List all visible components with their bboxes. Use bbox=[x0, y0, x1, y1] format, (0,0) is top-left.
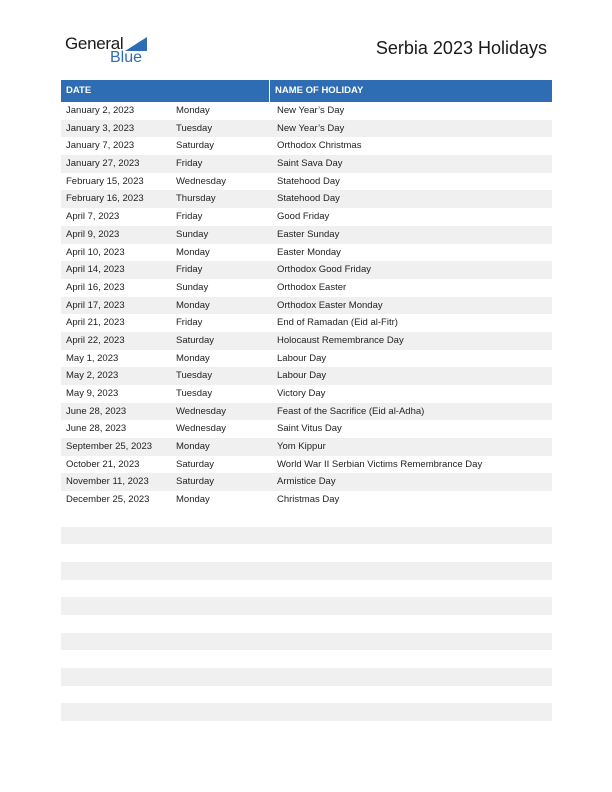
holiday-weekday: Friday bbox=[176, 317, 203, 329]
empty-row bbox=[61, 650, 552, 668]
holiday-date: April 22, 2023 bbox=[66, 334, 125, 346]
holiday-name: Christmas Day bbox=[277, 494, 340, 506]
holiday-name: Yom Kippur bbox=[277, 441, 326, 453]
table-row bbox=[61, 226, 552, 244]
empty-row bbox=[61, 615, 552, 633]
holiday-date: April 9, 2023 bbox=[66, 228, 120, 240]
holiday-date: October 21, 2023 bbox=[66, 458, 140, 470]
holiday-date: January 3, 2023 bbox=[66, 122, 135, 134]
holiday-date: April 7, 2023 bbox=[66, 211, 120, 223]
holiday-weekday: Thursday bbox=[176, 193, 216, 205]
table-row bbox=[61, 456, 552, 474]
table-row bbox=[61, 297, 552, 315]
holiday-name: New Year’s Day bbox=[277, 122, 345, 134]
table-row bbox=[61, 420, 552, 438]
holiday-weekday: Tuesday bbox=[176, 388, 213, 399]
holiday-name: Labour Day bbox=[277, 352, 327, 364]
table-row bbox=[61, 491, 552, 509]
holiday-weekday: Saturday bbox=[176, 476, 215, 488]
holiday-name: Orthodox Easter Monday bbox=[277, 299, 383, 311]
holiday-name: Armistice Day bbox=[277, 476, 336, 488]
empty-row bbox=[61, 580, 552, 598]
holiday-date: April 21, 2023 bbox=[66, 317, 125, 329]
holiday-weekday: Saturday bbox=[176, 458, 215, 470]
table-row bbox=[61, 350, 552, 368]
empty-row bbox=[61, 562, 552, 580]
table-row bbox=[61, 332, 552, 350]
empty-row bbox=[61, 527, 552, 545]
holiday-date: May 9, 2023 bbox=[66, 388, 119, 399]
table-row bbox=[61, 367, 552, 385]
empty-row bbox=[61, 686, 552, 704]
holiday-weekday: Saturday bbox=[176, 140, 215, 152]
table-row bbox=[61, 438, 552, 456]
table-row bbox=[61, 120, 552, 138]
holiday-weekday: Tuesday bbox=[176, 370, 213, 382]
holiday-date: January 27, 2023 bbox=[66, 158, 140, 170]
holiday-name: Holocaust Remembrance Day bbox=[277, 334, 404, 346]
holiday-weekday: Wednesday bbox=[176, 175, 226, 187]
holiday-date: December 25, 2023 bbox=[66, 494, 150, 506]
holiday-date: June 28, 2023 bbox=[66, 405, 127, 417]
empty-row bbox=[61, 633, 552, 651]
table-row bbox=[61, 102, 552, 120]
holiday-weekday: Monday bbox=[176, 352, 210, 364]
table-row bbox=[61, 173, 552, 191]
holiday-name: Statehood Day bbox=[277, 193, 340, 205]
holiday-name: Saint Vitus Day bbox=[277, 423, 342, 435]
table-row bbox=[61, 208, 552, 226]
holiday-date: April 14, 2023 bbox=[66, 264, 125, 276]
holiday-weekday: Saturday bbox=[176, 334, 215, 346]
holiday-name: Easter Monday bbox=[277, 246, 341, 258]
empty-row bbox=[61, 668, 552, 686]
table-row bbox=[61, 190, 552, 208]
holiday-date: April 17, 2023 bbox=[66, 299, 125, 311]
holiday-date: January 7, 2023 bbox=[66, 140, 135, 152]
table-row bbox=[61, 279, 552, 297]
holiday-name: Victory Day bbox=[277, 388, 326, 399]
holiday-weekday: Friday bbox=[176, 264, 203, 276]
holiday-weekday: Friday bbox=[176, 211, 203, 223]
table-row bbox=[61, 314, 552, 332]
table-row bbox=[61, 244, 552, 262]
table-body bbox=[61, 102, 552, 721]
table-row bbox=[61, 261, 552, 279]
holiday-weekday: Friday bbox=[176, 158, 203, 170]
holiday-weekday: Tuesday bbox=[176, 122, 213, 134]
logo-general-text: General bbox=[65, 34, 124, 53]
holiday-weekday: Monday bbox=[176, 299, 210, 311]
holiday-date: November 11, 2023 bbox=[66, 476, 149, 488]
holiday-weekday: Wednesday bbox=[176, 423, 226, 435]
holiday-date: February 15, 2023 bbox=[66, 175, 144, 187]
holiday-date: February 16, 2023 bbox=[66, 193, 144, 205]
holiday-date: April 10, 2023 bbox=[66, 246, 125, 258]
table-row bbox=[61, 385, 552, 403]
holiday-name: New Year’s Day bbox=[277, 105, 345, 116]
holiday-name: World War II Serbian Victims Remembrance Day bbox=[277, 458, 483, 470]
holiday-name: Orthodox Good Friday bbox=[277, 264, 371, 276]
holiday-name: Orthodox Easter bbox=[277, 281, 347, 293]
holiday-name: Labour Day bbox=[277, 370, 327, 382]
holiday-name: Statehood Day bbox=[277, 175, 340, 187]
holiday-table bbox=[61, 80, 552, 721]
holiday-weekday: Wednesday bbox=[176, 405, 226, 417]
holiday-date: May 2, 2023 bbox=[66, 370, 119, 382]
holiday-name: Good Friday bbox=[277, 211, 330, 223]
holiday-date: January 2, 2023 bbox=[66, 105, 135, 116]
holiday-name: Orthodox Christmas bbox=[277, 140, 362, 152]
holiday-name: Easter Sunday bbox=[277, 228, 340, 240]
holiday-date: May 1, 2023 bbox=[66, 352, 119, 364]
empty-row bbox=[61, 544, 552, 562]
holiday-weekday: Sunday bbox=[176, 281, 209, 293]
table-row bbox=[61, 155, 552, 173]
holiday-name: Feast of the Sacrifice (Eid al-Adha) bbox=[277, 405, 425, 417]
generalblue-logo bbox=[65, 34, 155, 70]
table-header bbox=[61, 80, 552, 102]
table-row bbox=[61, 403, 552, 421]
holiday-date: April 16, 2023 bbox=[66, 281, 125, 293]
header-holiday-name: NAME OF HOLIDAY bbox=[275, 85, 364, 96]
holiday-weekday: Monday bbox=[176, 105, 210, 116]
empty-row bbox=[61, 509, 552, 527]
holiday-name: Saint Sava Day bbox=[277, 158, 343, 170]
holiday-date: September 25, 2023 bbox=[66, 441, 153, 453]
holiday-weekday: Sunday bbox=[176, 228, 209, 240]
holiday-name: End of Ramadan (Eid al-Fitr) bbox=[277, 317, 398, 329]
table-row bbox=[61, 473, 552, 491]
holiday-weekday: Monday bbox=[176, 246, 210, 258]
page-title: Serbia 2023 Holidays bbox=[375, 38, 547, 58]
empty-row bbox=[61, 703, 552, 721]
holiday-date: June 28, 2023 bbox=[66, 423, 127, 435]
header-date: DATE bbox=[61, 80, 270, 102]
empty-row bbox=[61, 597, 552, 615]
table-row bbox=[61, 137, 552, 155]
logo-blue-text: Blue bbox=[110, 49, 143, 66]
holiday-weekday: Monday bbox=[176, 494, 210, 506]
holiday-weekday: Monday bbox=[176, 441, 210, 453]
